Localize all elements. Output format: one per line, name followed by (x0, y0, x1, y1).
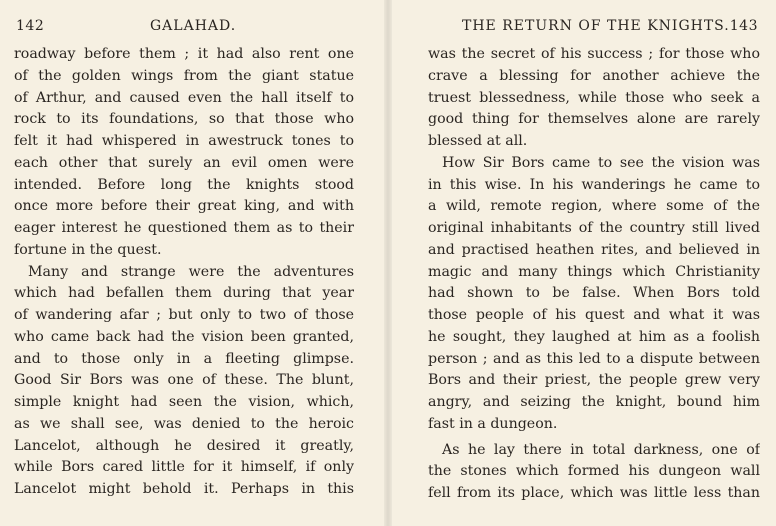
text-line: fast in a dungeon. (428, 415, 558, 432)
text-line: felt it had whispered in awestruck tones to (14, 133, 354, 149)
right-page-text (428, 44, 760, 505)
text-line: the stones which formed his dungeon wall (428, 463, 760, 480)
text-line: intended. Before long the knights stood (14, 176, 354, 193)
text-line: simple knight had seen the vision, which, (14, 394, 354, 410)
left-page-text (14, 44, 354, 501)
text-line: of the golden wings from the giant statue (14, 67, 354, 84)
text-line: angry, and seizing the knight, bound him (428, 394, 760, 410)
text-line: Lancelot might behold it. Perhaps in this (14, 481, 354, 497)
text-line: those people of his quest and what it was (428, 307, 760, 323)
text-line: original inhabitants of the country still lived (428, 220, 760, 236)
paragraph (14, 44, 354, 262)
text-line: in this wise. In his wanderings he came to (428, 176, 760, 193)
running-head: GALAHAD. (150, 18, 237, 34)
paragraph (14, 262, 354, 501)
page-number: 143 (729, 18, 758, 34)
text-line: fortune in the quest. (14, 241, 162, 258)
text-line: How Sir Bors came to see the vision was (442, 154, 760, 171)
text-line: each other that surely an evil omen were (14, 154, 354, 171)
right-page (388, 0, 776, 526)
text-line: eager interest he questioned them as to their (14, 220, 354, 236)
text-line: fell from its place, which was little less than (428, 485, 760, 501)
text-line: rock to its foundations, so that those who (14, 111, 354, 128)
text-line: magic and many things which Christianity (428, 263, 760, 280)
text-line: and practised heathen rites, and believed in (428, 241, 760, 258)
paragraph (428, 440, 760, 505)
paragraph (428, 44, 760, 153)
text-line: roadway before them ; it had also rent one (14, 46, 354, 62)
page-number: 142 (16, 18, 45, 34)
text-line: once more before their great king, and with (14, 198, 354, 215)
text-line: good thing for themselves alone are rarely (428, 111, 760, 128)
text-line: and to those only in a fleeting glimpse. (14, 350, 354, 367)
text-line: blessed at all. (428, 133, 528, 149)
text-line: who came back had the vision been granted, (14, 328, 354, 345)
text-line: while Bors cared little for it himself, if only (14, 459, 354, 476)
running-head: THE RETURN OF THE KNIGHTS. (462, 18, 730, 34)
text-line: of Arthur, and caused even the hall itself to (14, 89, 354, 106)
text-line: As he lay there in total darkness, one of (442, 441, 760, 458)
text-line: person ; and as this led to a dispute between (428, 350, 760, 367)
text-line: Many and strange were the adventures (28, 263, 354, 280)
text-line: Good Sir Bors was one of these. The blunt, (14, 372, 354, 389)
paragraph (428, 153, 760, 436)
text-line: of wandering afar ; but only to two of those (14, 307, 354, 323)
text-line: a wild, remote region, where some of the (428, 198, 760, 215)
text-line: as we shall see, was denied to the heroic (14, 415, 354, 432)
text-line: which had befallen them during that year (14, 285, 354, 302)
text-line: he sought, they laughed at him as a foolish (428, 328, 760, 345)
text-line: crave a blessing for another achieve the (428, 67, 760, 84)
text-line: was the secret of his success ; for those who (428, 46, 760, 62)
text-line: Lancelot, although he desired it greatly, (14, 437, 354, 454)
text-line: had shown to be false. When Bors told (428, 285, 760, 302)
text-line: truest blessedness, while those who seek a (428, 89, 760, 106)
text-line: Bors and their priest, the people grew very (428, 372, 760, 389)
